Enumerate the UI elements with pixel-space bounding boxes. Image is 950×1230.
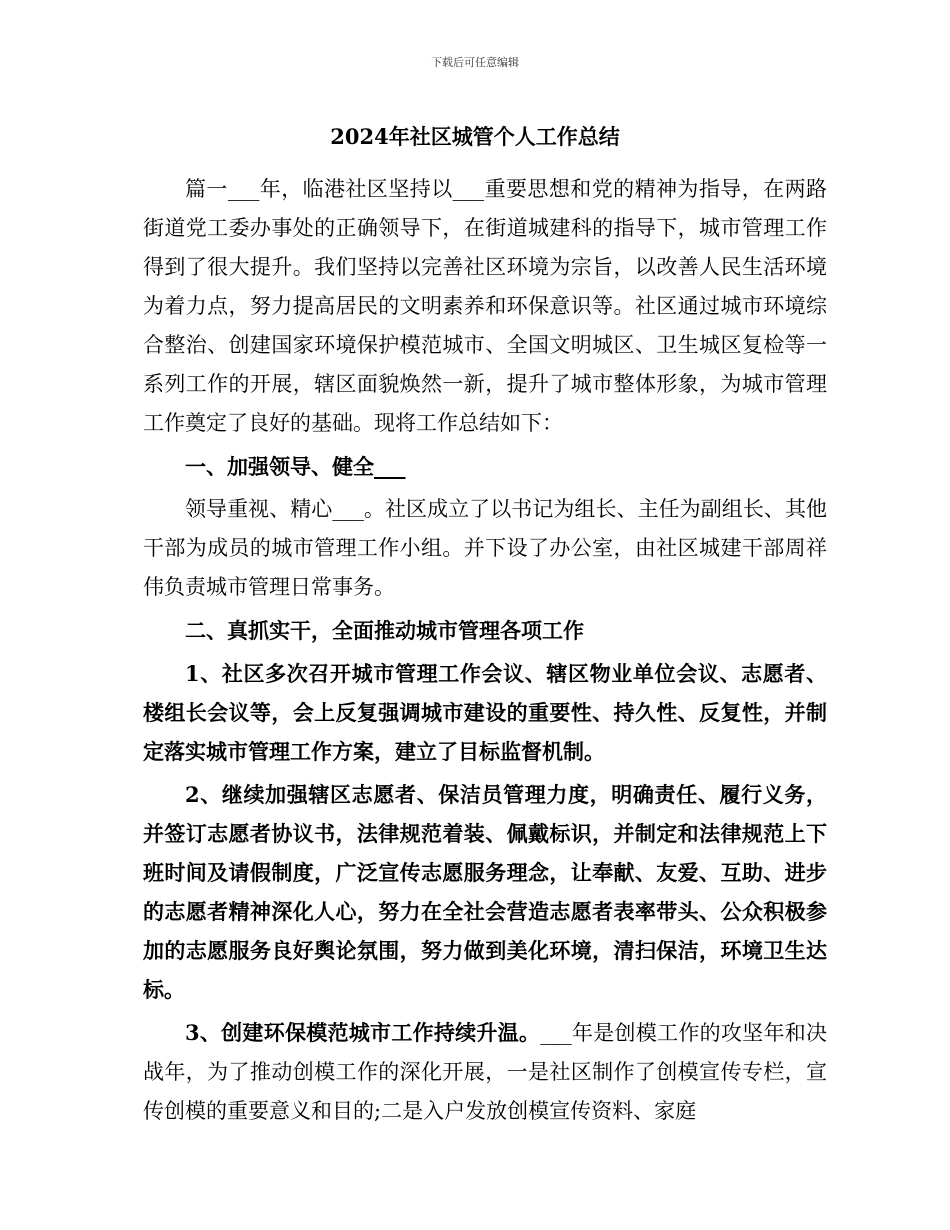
- paragraph-4: [143, 1013, 827, 1131]
- section-heading-1: 一、加强领导、健全___: [185, 454, 406, 479]
- header-note: 下载后可任意编辑: [431, 56, 519, 69]
- paragraph-4-lead: 3、创建环保模范城市工作持续升温。: [185, 1020, 541, 1045]
- paragraph-2: 1、社区多次召开城市管理工作会议、辖区物业单位会议、志愿者、楼组长会议等，会上反复强调城市建设的重要性、持久性、反复性，并制定落实城市管理工作方案，建立了目标监督机制。: [143, 661, 827, 764]
- document-title: 2024年社区城管个人工作总结: [330, 124, 620, 149]
- intro-paragraph: 篇一___年，临港社区坚持以___重要思想和党的精神为指导，在两路街道党工委办事处的正确领导下，在街道城建科的指导下，城市管理工作得到了很大提升。我们坚持以完善社区环境为宗旨，以改善人民生活环境为着力点，努力提高居民的文明素养和环保意识等。社区通过城市环境综合整治、创建国家环境保护模范城市、全国文明城区、卫生城区复检等一系列工作的开展，辖区面貌焕然一新，提升了城市整体形象，为城市管理工作奠定了良好的基础。现将工作总结如下：: [143, 177, 827, 435]
- paragraph-1: 领导重视、精心___。社区成立了以书记为组长、主任为副组长、其他干部为成员的城市管理工作小组。并下设了办公室，由社区城建干部周祥伟负责城市管理日常事务。: [143, 497, 827, 599]
- document-body: [143, 170, 827, 1131]
- section-heading-2: 二、真抓实干，全面推动城市管理各项工作: [185, 618, 584, 643]
- paragraph-3: 2、继续加强辖区志愿者、保洁员管理力度，明确责任、履行义务，并签订志愿者协议书，法律规范着装、佩戴标识，并制定和法律规范上下班时间及请假制度，广泛宣传志愿服务理念，让奉献、友爱、互助、进步的志愿者精神深化人心，努力在全社会营造志愿者表率带头、公众积极参加的志愿服务良好舆论氛围，努力做到美化环境，清扫保洁，环境卫生达标。: [143, 782, 827, 1002]
- paragraph-4-rest: ___年是创模工作的攻坚年和决战年，为了推动创模工作的深化开展，一是社区制作了创模宣传专栏，宣传创模的重要意义和目的;二是入户发放创模宣传资料、家庭: [143, 1021, 827, 1123]
